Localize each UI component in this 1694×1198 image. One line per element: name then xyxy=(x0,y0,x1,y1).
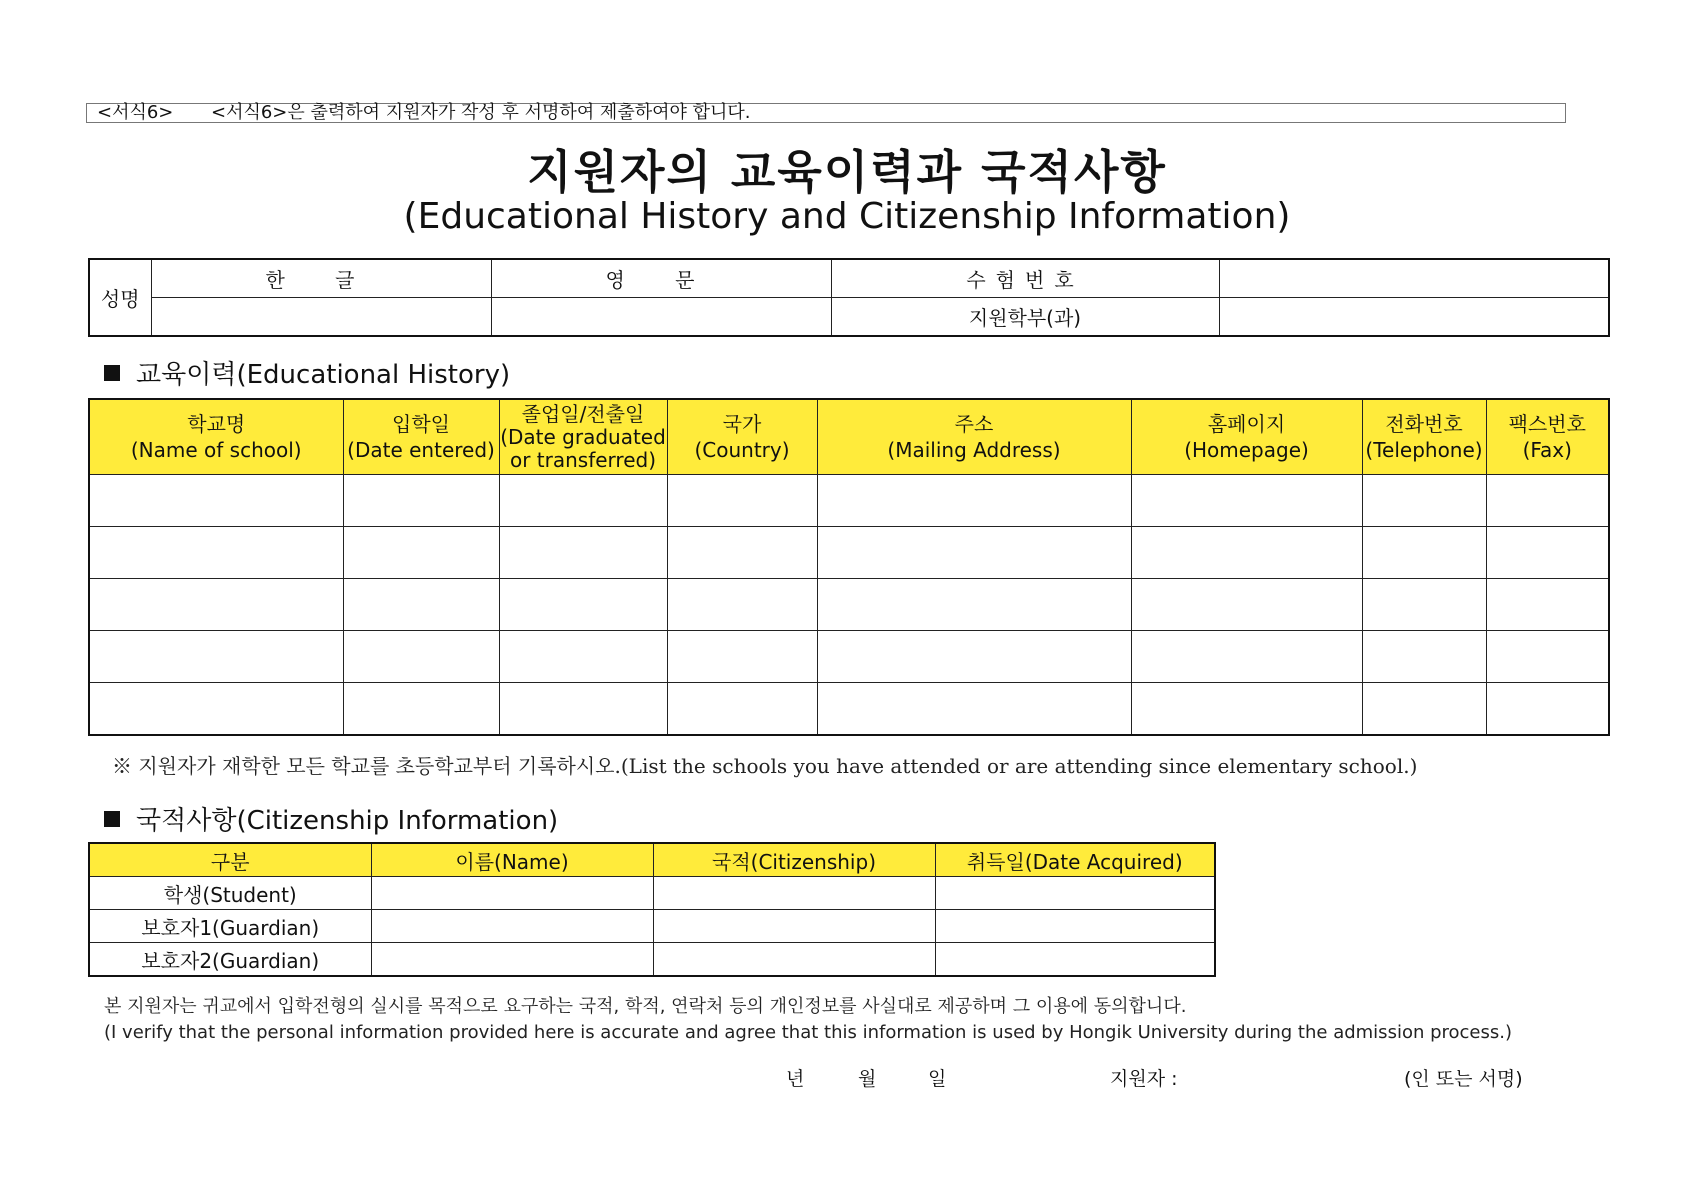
consent-english: (I verify that the personal information provided here is accurate and agree that this information is used by Hongik University during the admission process.) xyxy=(104,1022,1512,1043)
col-school-name: 학교명 (Name of school) xyxy=(89,399,343,475)
col-mailing-address: 주소 (Mailing Address) xyxy=(817,399,1131,475)
consent-korean: 본 지원자는 귀교에서 입학전형의 실시를 목적으로 요구하는 국적, 학적, 연락처 등의 개인정보를 사실대로 제공하며 그 이용에 동의합니다. xyxy=(104,996,1187,1017)
name-row-label: 성명 xyxy=(89,259,151,336)
table-cell[interactable] xyxy=(817,631,1131,683)
table-cell[interactable] xyxy=(343,579,499,631)
education-header-row xyxy=(89,399,1609,475)
table-row xyxy=(89,683,1609,736)
table-cell[interactable] xyxy=(499,475,667,527)
table-cell[interactable] xyxy=(371,910,653,943)
table-row xyxy=(89,527,1609,579)
date-year-label: 년 xyxy=(786,1068,805,1090)
exam-number-label: 수험번호 xyxy=(831,259,1219,298)
table-cell[interactable] xyxy=(935,910,1215,943)
col-name: 이름(Name) xyxy=(371,843,653,877)
square-bullet-icon xyxy=(104,811,120,827)
row-label-student: 학생(Student) xyxy=(89,877,371,910)
table-cell[interactable] xyxy=(89,631,343,683)
seal-or-signature-label: (인 또는 서명) xyxy=(1404,1068,1523,1090)
table-cell[interactable] xyxy=(817,579,1131,631)
table-cell[interactable] xyxy=(1362,475,1486,527)
table-cell[interactable] xyxy=(1131,631,1362,683)
col-date-acquired: 취득일(Date Acquired) xyxy=(935,843,1215,877)
table-cell[interactable] xyxy=(343,475,499,527)
table-cell[interactable] xyxy=(1131,527,1362,579)
table-cell[interactable] xyxy=(343,631,499,683)
table-cell[interactable] xyxy=(935,943,1215,977)
form-number: <서식6> xyxy=(97,102,174,123)
col-date-graduated: 졸업일/전출일 (Date graduated or transferred) xyxy=(499,399,667,475)
table-row xyxy=(89,475,1609,527)
department-field[interactable] xyxy=(1219,298,1609,337)
table-cell[interactable] xyxy=(89,683,343,736)
exam-number-field[interactable] xyxy=(1219,259,1609,298)
education-heading-text: 교육이력(Educational History) xyxy=(136,360,511,390)
table-cell[interactable] xyxy=(89,527,343,579)
citizenship-header-row xyxy=(89,843,1215,877)
korean-name-field[interactable] xyxy=(151,298,491,337)
table-row xyxy=(89,910,1215,943)
table-cell[interactable] xyxy=(1131,579,1362,631)
table-cell[interactable] xyxy=(499,631,667,683)
table-cell[interactable] xyxy=(1131,475,1362,527)
col-country: 국가 (Country) xyxy=(667,399,817,475)
square-bullet-icon xyxy=(104,365,120,381)
table-cell[interactable] xyxy=(1362,527,1486,579)
english-name-header: 영 문 xyxy=(491,259,831,298)
education-table xyxy=(88,398,1610,736)
col-telephone: 전화번호 (Telephone) xyxy=(1362,399,1486,475)
row-label-guardian2: 보호자2(Guardian) xyxy=(89,943,371,977)
table-cell[interactable] xyxy=(371,877,653,910)
table-cell[interactable] xyxy=(653,910,935,943)
col-date-entered: 입학일 (Date entered) xyxy=(343,399,499,475)
citizenship-table xyxy=(88,842,1216,977)
table-cell[interactable] xyxy=(343,683,499,736)
table-cell[interactable] xyxy=(1362,631,1486,683)
form-notice xyxy=(86,103,1566,123)
table-cell[interactable] xyxy=(667,683,817,736)
table-cell[interactable] xyxy=(817,475,1131,527)
table-cell[interactable] xyxy=(667,527,817,579)
table-cell[interactable] xyxy=(1486,579,1609,631)
table-cell[interactable] xyxy=(817,527,1131,579)
table-row xyxy=(89,943,1215,977)
name-table xyxy=(88,258,1610,337)
table-cell[interactable] xyxy=(667,475,817,527)
col-category: 구분 xyxy=(89,843,371,877)
col-homepage: 홈페이지 (Homepage) xyxy=(1131,399,1362,475)
english-name-field[interactable] xyxy=(491,298,831,337)
table-cell[interactable] xyxy=(1362,579,1486,631)
table-cell[interactable] xyxy=(667,631,817,683)
form-instruction: <서식6>은 출력하여 지원자가 작성 후 서명하여 제출하여야 합니다. xyxy=(211,102,751,123)
table-cell[interactable] xyxy=(1486,631,1609,683)
table-row xyxy=(89,631,1609,683)
table-cell[interactable] xyxy=(1486,475,1609,527)
table-cell[interactable] xyxy=(667,579,817,631)
table-cell[interactable] xyxy=(653,943,935,977)
table-cell[interactable] xyxy=(89,579,343,631)
table-cell[interactable] xyxy=(499,579,667,631)
citizenship-heading xyxy=(104,800,558,837)
education-note: ※ 지원자가 재학한 모든 학교를 초등학교부터 기록하시오.(List the schools you have attended or are attending since elementary school.) xyxy=(112,754,1418,778)
table-cell[interactable] xyxy=(343,527,499,579)
table-cell[interactable] xyxy=(1362,683,1486,736)
table-row xyxy=(89,877,1215,910)
col-fax: 팩스번호 (Fax) xyxy=(1486,399,1609,475)
page-title-english: (Educational History and Citizenship Information) xyxy=(403,196,1291,237)
table-cell[interactable] xyxy=(499,683,667,736)
col-citizenship: 국적(Citizenship) xyxy=(653,843,935,877)
department-label: 지원학부(과) xyxy=(831,298,1219,337)
table-cell[interactable] xyxy=(817,683,1131,736)
citizenship-heading-text: 국적사항(Citizenship Information) xyxy=(136,806,559,836)
page-title-korean: 지원자의 교육이력과 국적사항 xyxy=(527,145,1167,199)
table-cell[interactable] xyxy=(935,877,1215,910)
row-label-guardian1: 보호자1(Guardian) xyxy=(89,910,371,943)
table-cell[interactable] xyxy=(1486,527,1609,579)
table-cell[interactable] xyxy=(1486,683,1609,736)
applicant-label: 지원자 : xyxy=(1110,1068,1178,1090)
table-cell[interactable] xyxy=(1131,683,1362,736)
table-cell[interactable] xyxy=(499,527,667,579)
date-day-label: 일 xyxy=(928,1068,947,1090)
education-heading xyxy=(104,354,510,391)
date-month-label: 월 xyxy=(858,1068,877,1090)
table-cell[interactable] xyxy=(371,943,653,977)
korean-name-header: 한 글 xyxy=(151,259,491,298)
table-cell[interactable] xyxy=(653,877,935,910)
table-row xyxy=(89,579,1609,631)
table-cell[interactable] xyxy=(89,475,343,527)
